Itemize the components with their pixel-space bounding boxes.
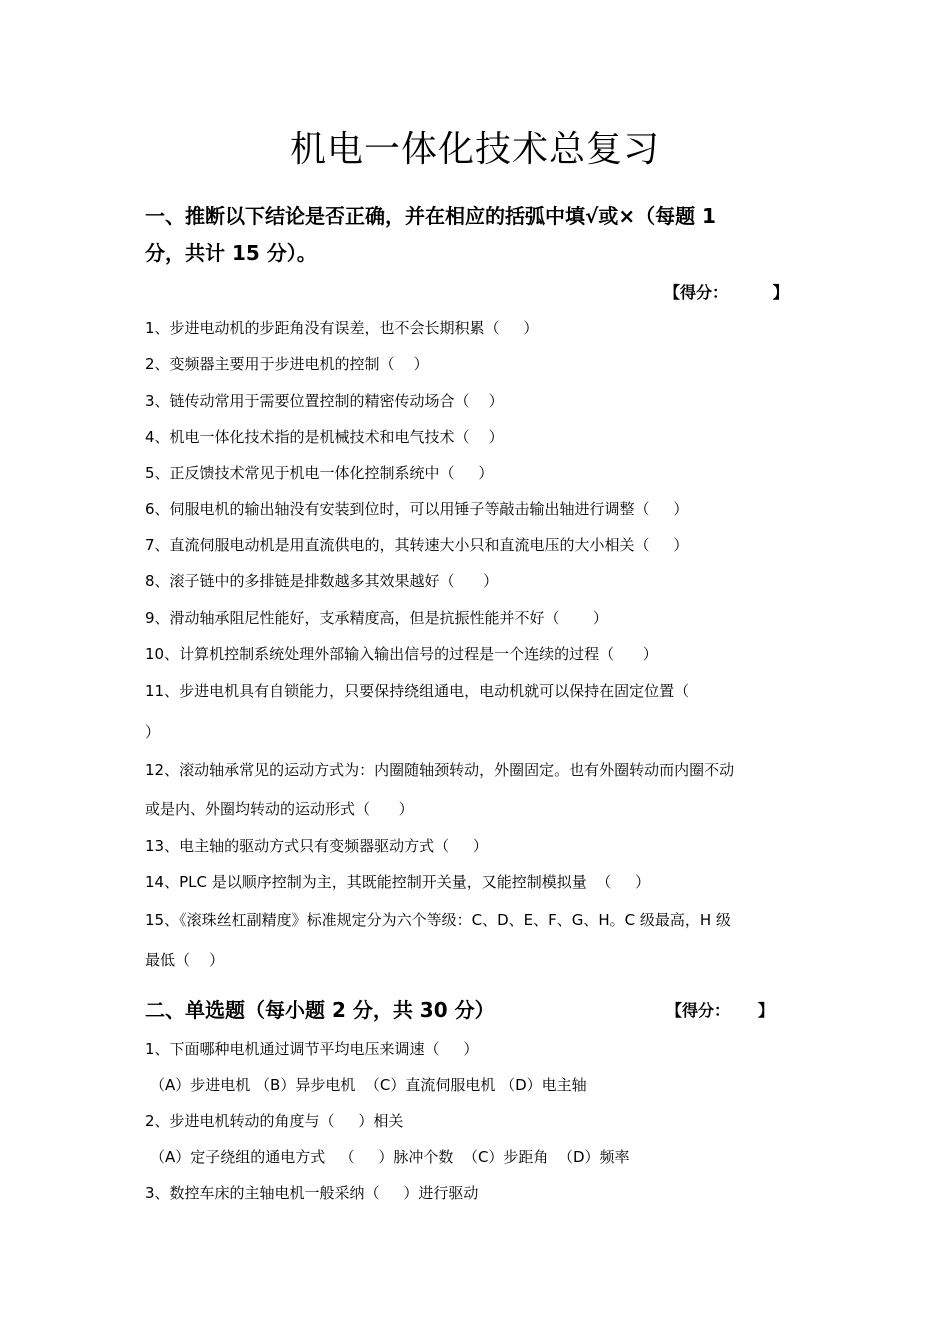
section1-heading-line2: 分，共计 15 分）。 (145, 241, 317, 265)
question-1: 1、步进电动机的步距角没有误差，也不会长期积累（ ） (145, 319, 539, 337)
section2-score-box: 【得分： 】 (666, 1001, 774, 1020)
question-15: 15、《滚珠丝杠副精度》标准规定分为六个等级：C、D、E、F、G、H。C 级最高，H 级 (145, 911, 731, 929)
question-11-continued: ） (145, 723, 161, 741)
question-2: 2、变频器主要用于步进电机的控制（ ） (145, 355, 429, 373)
question-13: 13、电主轴的驱动方式只有变频器驱动方式（ ） (145, 837, 488, 855)
mc-question-1: 1、下面哪种电机通过调节平均电压来调速（ ） (145, 1040, 479, 1058)
question-6: 6、伺服电机的输出轴没有安装到位时，可以用锤子等敲击输出轴进行调整（ ） (145, 500, 689, 518)
section1-heading-line1: 一、推断以下结论是否正确，并在相应的括弧中填√或×（每题 1 (145, 204, 716, 228)
question-9: 9、滑动轴承阻尼性能好，支承精度高，但是抗振性能并不好（ ） (145, 609, 608, 627)
section2-heading: 二、单选题（每小题 2 分，共 30 分） (145, 998, 495, 1022)
question-7: 7、直流伺服电动机是用直流供电的，其转速大小只和直流电压的大小相关（ ） (145, 536, 689, 554)
page-title: 机电一体化技术总复习 (289, 129, 660, 170)
question-3: 3、链传动常用于需要位置控制的精密传动场合（ ） (145, 392, 504, 410)
question-8: 8、滚子链中的多排链是排数越多其效果越好（ ） (145, 572, 499, 590)
question-11: 11、步进电机具有自锁能力，只要保持绕组通电，电动机就可以保持在固定位置（ (145, 682, 690, 700)
mc-question-2-options: （A）定子绕组的通电方式 （ ）脉冲个数 （C）步距角 （D）频率 (150, 1148, 630, 1166)
question-12-continued: 或是内、外圈均转动的运动形式（ ） (145, 800, 414, 818)
mc-question-3: 3、数控车床的主轴电机一般采纳（ ）进行驱动 (145, 1184, 479, 1202)
question-14: 14、PLC 是以顺序控制为主，其既能控制开关量，又能控制模拟量 （ ） (145, 873, 651, 891)
question-10: 10、计算机控制系统处理外部输入输出信号的过程是一个连续的过程（ ） (145, 645, 658, 663)
question-4: 4、机电一体化技术指的是机械技术和电气技术（ ） (145, 428, 504, 446)
question-12: 12、滚动轴承常见的运动方式为：内圈随轴颈转动，外圈固定。也有外圈转动而内圈不动 (145, 761, 735, 779)
question-5: 5、正反馈技术常见于机电一体化控制系统中（ ） (145, 464, 494, 482)
section1-score-box: 【得分： 】 (664, 283, 789, 302)
mc-question-2: 2、步进电机转动的角度与（ ）相关 (145, 1112, 404, 1130)
question-15-continued: 最低（ ） (145, 951, 225, 969)
mc-question-1-options: （A）步进电机 （B）异步电机 （C）直流伺服电机 （D）电主轴 (150, 1076, 587, 1094)
